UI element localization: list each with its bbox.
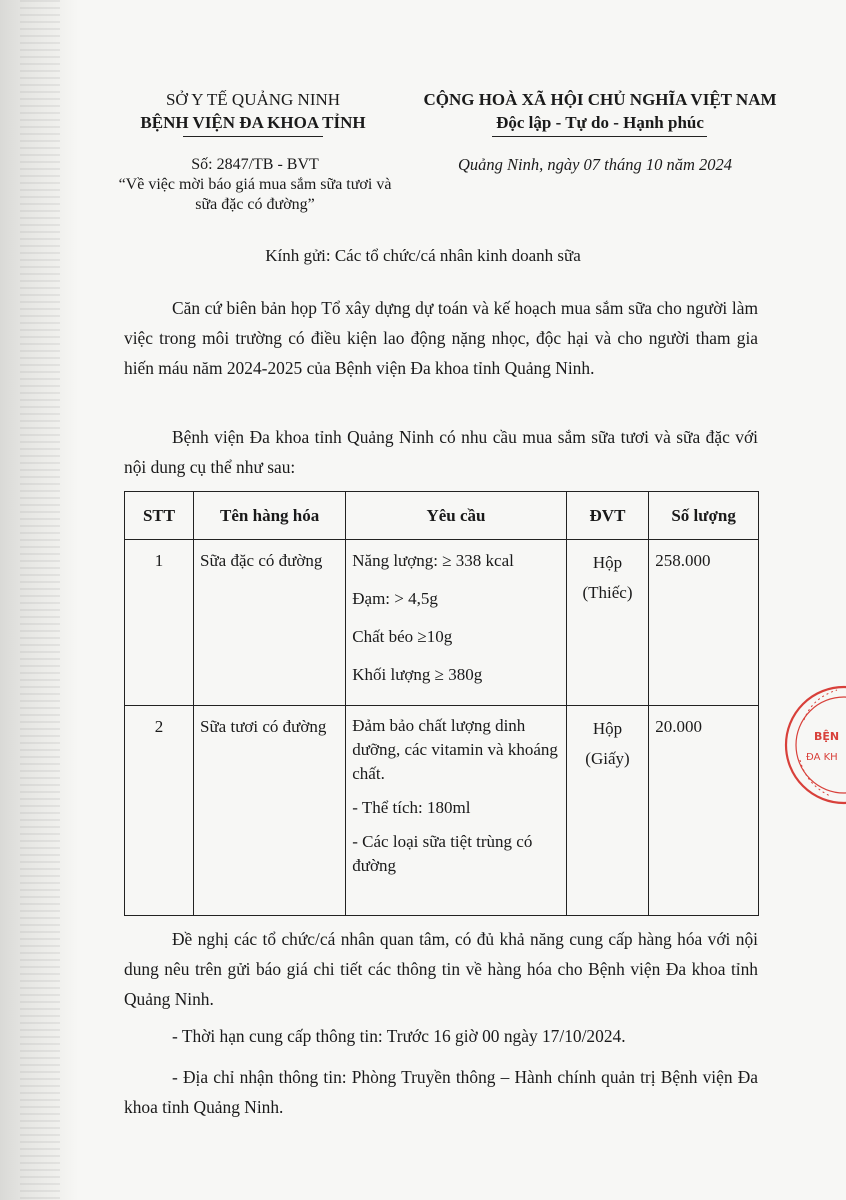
address-line: - Địa chỉ nhận thông tin: Phòng Truyền thông – Hành chính quản trị Bệnh viện Đa khoa tỉnh Quảng Ninh.: [124, 1067, 758, 1117]
recipient-line: Kính gửi: Các tổ chức/cá nhân kinh doanh sữa: [265, 246, 581, 265]
requirement-line: Năng lượng: ≥ 338 kcal: [352, 551, 514, 570]
row-quantity: 20.000: [649, 706, 759, 916]
requirement-line: Khối lượng ≥ 380g: [352, 665, 483, 684]
red-seal-stamp: [782, 680, 846, 810]
row-requirements: [346, 706, 567, 916]
request-paragraph: Đề nghị các tổ chức/cá nhân quan tâm, có đủ khả năng cung cấp hàng hóa với nội dung nêu trên gửi báo giá chi tiết các thông tin về hàng hóa cho Bệnh viện Đa khoa tỉnh Quảng Ninh.: [124, 929, 758, 1009]
national-header: [395, 88, 805, 134]
seal-text-line: BỆN: [814, 730, 840, 743]
row-stt: 1: [125, 540, 194, 706]
scan-edge-shadow: [0, 0, 78, 1200]
issuer-parent: SỞ Y TẾ QUẢNG NINH: [165, 90, 341, 109]
document-subject-line-1: “Về việc mời báo giá mua sắm sữa tươi và: [118, 176, 392, 193]
row-item-name: Sữa đặc có đường: [194, 540, 346, 706]
seal-outer-ring: [786, 687, 846, 803]
row-unit: [566, 540, 648, 706]
requirement-line: - Các loại sữa tiệt trùng có đường: [352, 832, 533, 875]
row-stt: 2: [125, 706, 194, 916]
col-header-requirements: Yêu cầu: [346, 492, 567, 540]
document-number: Số: 2847/TB - BVT: [191, 156, 319, 173]
col-header-name: Tên hàng hóa: [194, 492, 346, 540]
document-reference: [90, 155, 420, 215]
seal-arc-text: [800, 760, 830, 796]
seal-arc-text: [804, 690, 837, 720]
requirement-line: Đạm: > 4,5g: [352, 589, 438, 608]
issuer-underline: [183, 136, 323, 137]
national-motto: Độc lập - Tự do - Hạnh phúc: [496, 113, 704, 132]
motto-underline: [492, 136, 707, 137]
requirement-line: - Thể tích: 180ml: [352, 798, 471, 817]
issuer-block: [88, 88, 418, 134]
requirement-line: Đảm bảo chất lượng dinh dưỡng, các vitamin và khoáng chất.: [352, 716, 558, 783]
col-header-quantity: Số lượng: [649, 492, 759, 540]
row-unit: [566, 706, 648, 916]
unit-line: (Giấy): [585, 749, 630, 768]
unit-line: Hộp: [592, 553, 623, 572]
seal-inner-ring: [796, 697, 846, 793]
issuer-name: BỆNH VIỆN ĐA KHOA TỈNH: [140, 113, 366, 132]
row-item-name: Sữa tươi có đường: [194, 706, 346, 916]
row-quantity: 258.000: [649, 540, 759, 706]
table-row: [125, 540, 759, 706]
table-header-row: [125, 492, 759, 540]
nation-name: CỘNG HOÀ XÃ HỘI CHỦ NGHĨA VIỆT NAM: [423, 90, 777, 109]
document-subject-line-2: sữa đặc có đường”: [195, 196, 315, 213]
row-requirements: [346, 540, 567, 706]
need-paragraph: Bệnh viện Đa khoa tỉnh Quảng Ninh có nhu cầu mua sắm sữa tươi và sữa đặc với nội dung cụ thể như sau:: [124, 427, 758, 477]
document-date: Quảng Ninh, ngày 07 tháng 10 năm 2024: [457, 155, 733, 174]
deadline-line: - Thời hạn cung cấp thông tin: Trước 16 giờ 00 ngày 17/10/2024.: [172, 1026, 626, 1046]
unit-line: Hộp: [592, 719, 623, 738]
unit-line: (Thiếc): [582, 583, 633, 602]
items-table: [124, 491, 759, 916]
table-row: [125, 706, 759, 916]
col-header-stt: STT: [125, 492, 194, 540]
requirement-line: Chất béo ≥10g: [352, 627, 453, 646]
col-header-unit: ĐVT: [566, 492, 648, 540]
seal-text-line: ĐA KH: [806, 752, 838, 763]
basis-paragraph: Căn cứ biên bản họp Tổ xây dựng dự toán và kế hoạch mua sắm sữa cho người làm việc trong môi trường có điều kiện lao động nặng nhọc, độc hại và cho người tham gia hiến máu năm 2024-2025 của Bệnh viện Đa khoa tỉnh Quảng Ninh.: [124, 298, 758, 378]
